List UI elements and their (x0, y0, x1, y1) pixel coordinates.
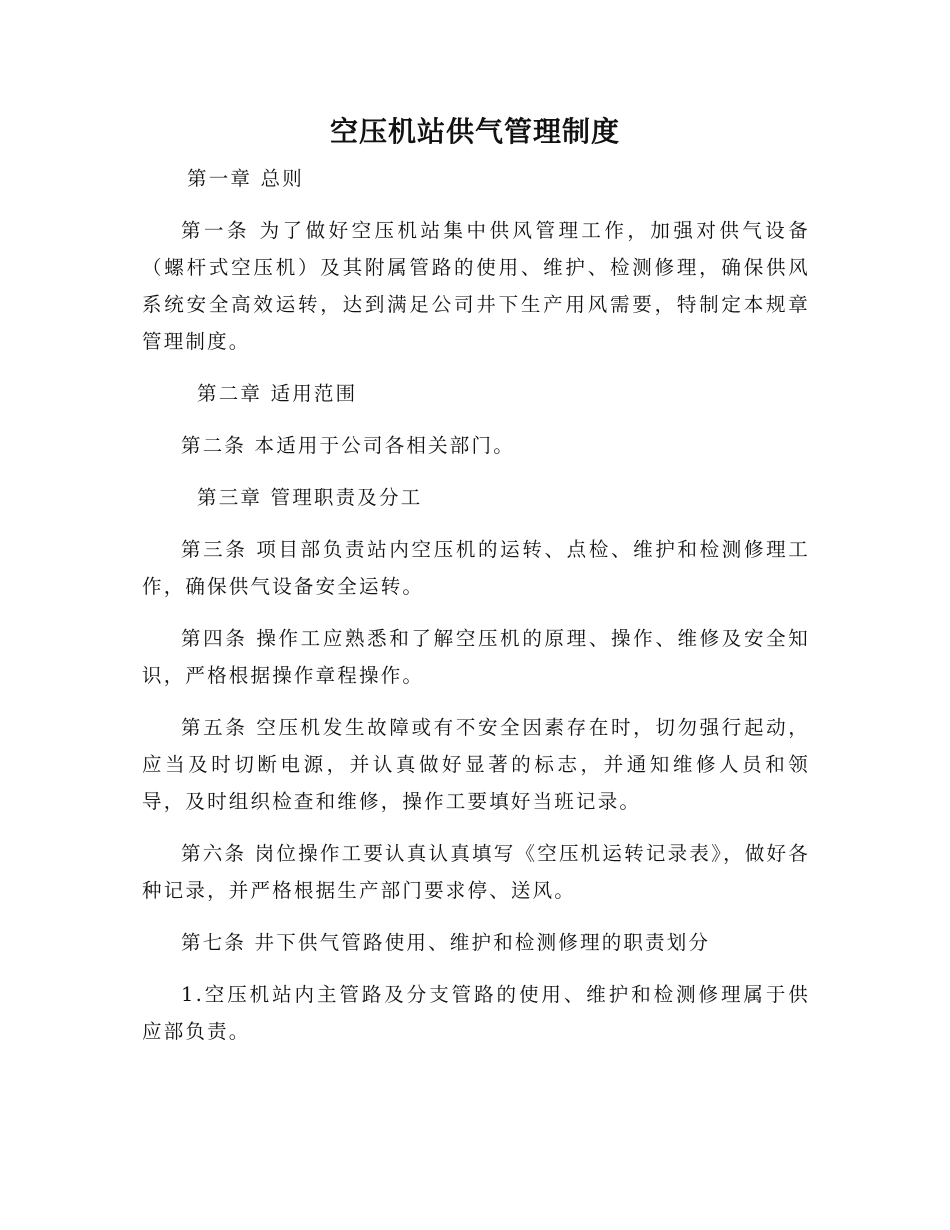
article-7: 第七条 井下供气管路使用、维护和检测修理的职责划分 (181, 931, 711, 954)
article-3: 第三条 项目部负责站内空压机的运转、点检、维护和检测修理工作，确保供气设备安全运转。 (142, 538, 810, 598)
article-2: 第二条 本适用于公司各相关部门。 (181, 434, 515, 457)
article-1: 第一条 为了做好空压机站集中供风管理工作，加强对供气设备（螺杆式空压机）及其附属管路的使用、维护、检测修理，确保供风系统安全高效运转，达到满足公司井下生产用风需要，特制定本规章管理制度。 (142, 219, 810, 353)
document-body (142, 160, 810, 1065)
article-5: 第五条 空压机发生故障或有不安全因素存在时，切勿强行起动，应当及时切断电源，并认真做好显著的标志，并通知维修人员和领导，及时组织检查和维修，操作工要填好当班记录。 (142, 716, 810, 813)
chapter-3-heading: 第三章 管理职责及分工 (197, 486, 423, 509)
article-4: 第四条 操作工应熟悉和了解空压机的原理、操作、维修及安全知识，严格根据操作章程操作。 (142, 627, 810, 687)
chapter-1-heading: 第一章 总则 (187, 167, 304, 190)
list-item-1: 1.空压机站内主管路及分支管路的使用、维护和检测修理属于供应部负责。 (142, 983, 810, 1043)
chapter-2-heading: 第二章 适用范围 (197, 382, 358, 405)
document-title: 空压机站供气管理制度 (329, 115, 620, 148)
article-6: 第六条 岗位操作工要认真认真填写《空压机运转记录表》，做好各种记录，并严格根据生产部门要求停、送风。 (142, 842, 810, 902)
